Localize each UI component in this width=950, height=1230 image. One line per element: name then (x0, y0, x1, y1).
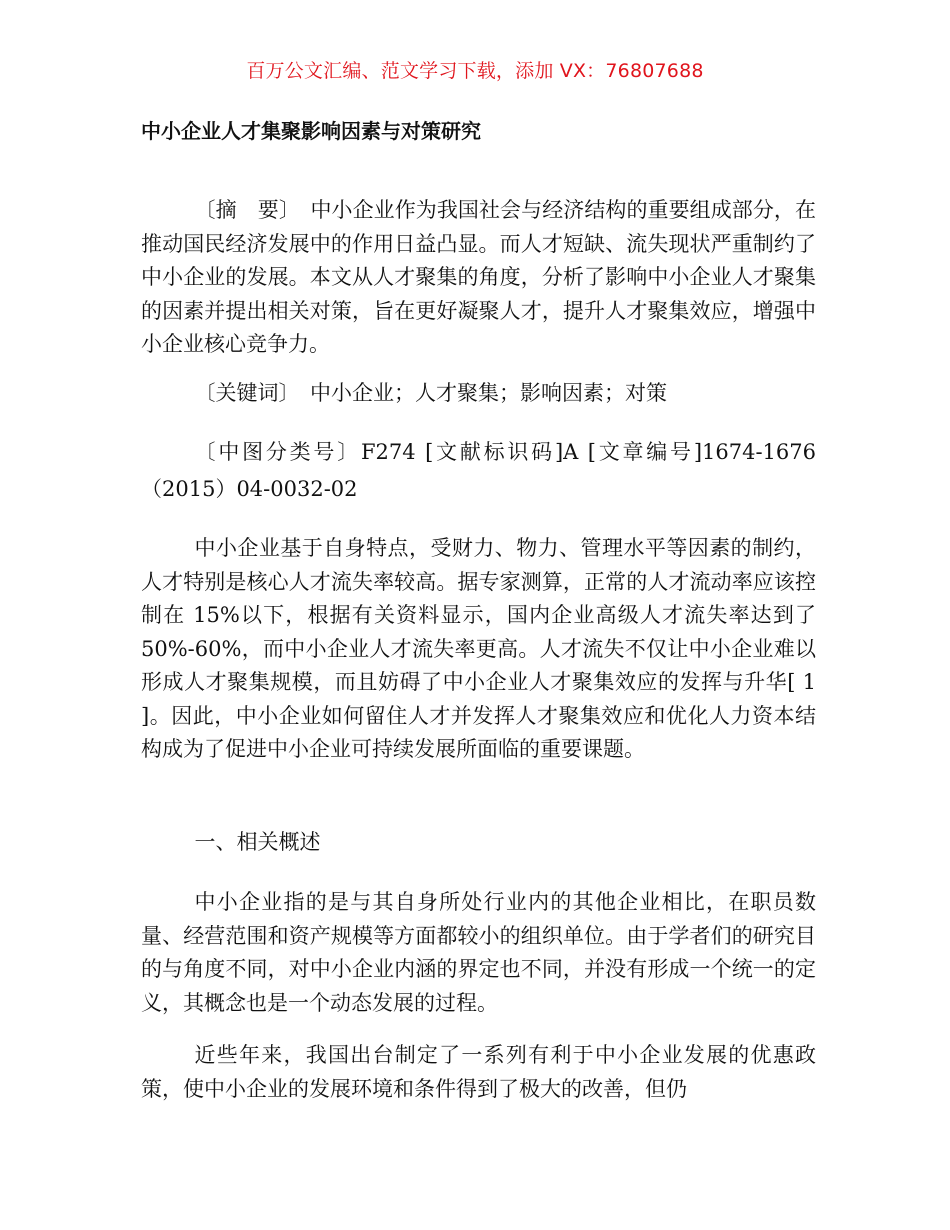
body-paragraph: 中小企业基于自身特点，受财力、物力、管理水平等因素的制约，人才特别是核心人才流失率较高。据专家测算，正常的人才流动率应该控制在 15%以下，根据有关资料显示，国内企业高级人才流失率达到了 50%-60%，而中小企业人才流失率更高。人才流失不仅让中小企业难以形成人才聚集规模，而且妨碍了中小企业人才聚集效应的发挥与升华[ 1 ]。因此，中小企业如何留住人才并发挥人才聚集效应和优化人力资本结构成为了促进中小企业可持续发展所面临的重要课题。 (141, 536, 816, 761)
section-heading: 一、相关概述 (194, 830, 321, 854)
keywords-paragraph: 〔关键词〕 中小企业；人才聚集；影响因素；对策 (194, 381, 668, 405)
body-paragraph: 近些年来，我国出台制定了一系列有利于中小企业发展的优惠政策，使中小企业的发展环境和条件得到了极大的改善，但仍 (141, 1043, 816, 1101)
body-paragraph: 中小企业指的是与其自身所处行业内的其他企业相比，在职员数量、经营范围和资产规模等方面都较小的组织单位。由于学者们的研究目的与角度不同，对中小企业内涵的界定也不同，并没有形成一个统一的定义，其概念也是一个动态发展的过程。 (141, 890, 816, 1015)
document-title: 中小企业人才集聚影响因素与对策研究 (141, 119, 481, 143)
header-banner: 百万公文汇编、范文学习下载，添加 VX：76807688 (246, 60, 704, 82)
abstract-paragraph: 〔摘 要〕 中小企业作为我国社会与经济结构的重要组成部分，在推动国民经济发展中的作用日益凸显。而人才短缺、流失现状严重制约了中小企业的发展。本文从人才聚集的角度，分析了影响中小企业人才聚集的因素并提出相关对策，旨在更好凝聚人才，提升人才聚集效应，增强中小企业核心竞争力。 (141, 198, 816, 356)
classification-paragraph: 〔中图分类号〕F274 [文献标识码]A [文章编号]1674-1676（2015）04-0032-02 (141, 440, 816, 501)
